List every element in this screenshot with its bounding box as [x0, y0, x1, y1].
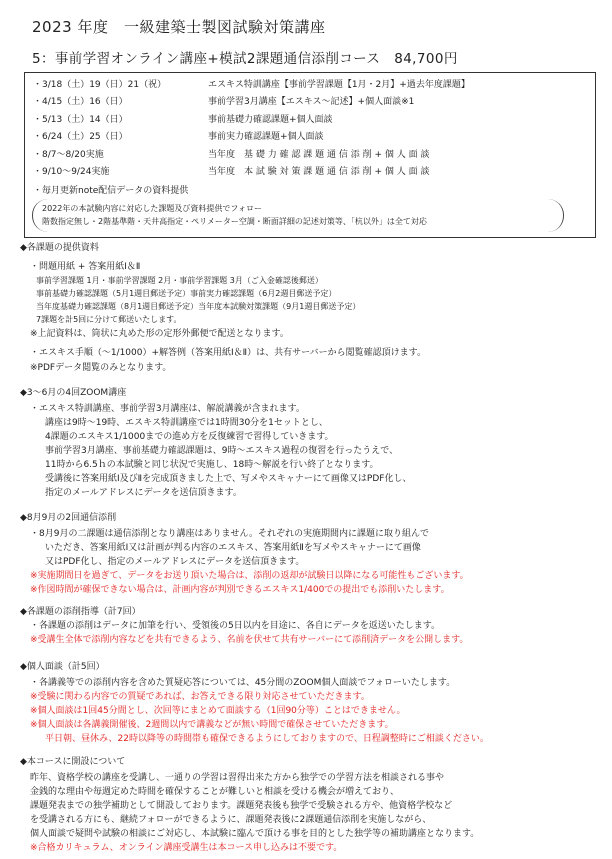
text-line: ※上記資料は、筒状に丸めた形の定形外郵便で配送となります。: [30, 329, 289, 339]
text-line: 講座は9時～19時、エスキス特訓講座では1時間30分を1セットとし、: [45, 418, 328, 428]
warning-line: ※合格カリキュラム、オンライン講座受講生は本コース申し込みは不要です。: [30, 843, 343, 853]
section-heading: ◆個人面談（計5回）: [20, 662, 105, 672]
text-line: ・問題用紙 + 答案用紙Ⅰ＆Ⅱ: [30, 262, 141, 272]
text-line: 又はPDF化し、指定のメールアドレスにデータを送信頂きます。: [45, 557, 305, 567]
text-line: 4課題のエスキス1/1000までの進め方を反復練習で習得していきます。: [45, 432, 334, 442]
section-heading: ◆各課題の添削指導（計7回）: [20, 607, 141, 617]
text-line: 事前基礎力確認課題（5月1週目郵送予定）事前実力確認課題（6月2週目郵送予定）: [36, 289, 337, 298]
section-heading: ◆3～6月の4回ZOOM講座: [20, 388, 127, 398]
note-line: 2022年の本試験内容に対応した課題及び資料提供でフォロー: [42, 204, 262, 213]
text-line: ・エスキス特訓講座、事前学習3月講座は、解説講義が含まれます。: [30, 404, 305, 414]
page-title: 2023 年度 一級建築士製図試験対策講座: [32, 18, 326, 36]
schedule-row: ・5/13（土）14（日） 事前基礎力確認課題+個人面談: [33, 115, 333, 125]
text-line: ・各講義等での添削内容を含めた質疑応答については、45分間のZOOM個人面談でフォローいたします。: [30, 678, 456, 688]
text-line: 指定のメールアドレスにデータを送信頂きます。: [45, 488, 242, 498]
schedule-row: ・6/24（土）25（日） 事前実力確認課題+個人面談: [33, 132, 324, 142]
text-line: ・8月9月の二課題は通信添削となり講座はありません。それぞれの実施期間内に課題に取り組んで: [30, 529, 429, 539]
warning-line: 平日朝、昼休み、22時以降等の時間帯も確保できるようにしておりますので、日程調整時にご相談ください。: [45, 734, 489, 744]
note-bullet: ・毎月更新note配信データの資料提供: [33, 186, 189, 196]
section-heading: ◆各課題の提供資料: [20, 243, 99, 253]
warning-line: ※個人面談は1回45分間とし、次回等にまとめて面談する（1回90分等）ことはできません。: [30, 706, 406, 716]
warning-line: ※受験に関わる内容での質疑であれば、お答えできる限り対応させていただきます。: [30, 692, 370, 702]
text-line: 事前学習3月講座、事前基礎力確認課題は、9時～エスキス過程の復習を行ったうえで、: [45, 446, 399, 456]
text-line: 11時から6.5ｈの本試験と同じ状況で実施し、18時～解説を行い終了となります。: [45, 460, 379, 470]
warning-line: ※実施期間日を過ぎて、データをお送り頂いた場合は、添削の返却が試験日以降になる可能性もございます。: [30, 571, 469, 581]
schedule-row: ・3/18（土）19（日）21（祝） エスキス特訓講座【事前学習課題【1月・2月】+過去年度課題】: [33, 80, 470, 90]
schedule-row: ・8/7～8/20実施 当年度 基 礎 力 確 認 課 題 通 信 添 削 + 個 人 面 談: [33, 150, 430, 160]
text-line: 課題発表までの独学補助として開設しております。課題発表後も独学で受験される方や、他資格学校など: [30, 801, 453, 811]
text-line: 受講後に答案用紙Ⅰ及びⅡを完成頂きました上で、写メやスキャナーにて画像又はPDF化し、: [45, 474, 412, 484]
text-line: ※PDFデータ閲覧のみとなります。: [30, 363, 172, 373]
text-line: 昨年、資格学校の講座を受講し、一通りの学習は習得出来た方から独学での学習方法を相談される事や: [30, 773, 445, 783]
text-line: 個人面談で疑問や試験の相談にご対応し、本試験に臨んで頂ける事を目的とした独学等の補助講座となります。: [30, 829, 480, 839]
text-line: 7課題を計5回に分けて郵送いたします。: [36, 315, 182, 324]
text-line: 事前学習課題 1月・事前学習課題 2月・事前学習課題 3月（ご入金確認後郵送）: [36, 276, 323, 285]
text-line: を受講される方にも、継続フォローができるように、課題発表後に2課題通信添削を実施しながら、: [30, 815, 432, 825]
warning-line: ※受講生全体で添削内容などを共有できるよう、名前を伏せて共有サーバーにて添削済データを公開します。: [30, 635, 469, 645]
course-subtitle: 5：事前学習オンライン講座+模試2課題通信添削コース 84,700円: [32, 51, 458, 67]
text-line: 当年度基礎力確認課題（8月1週目郵送予定）当年度本試験対策課題（9月1週目郵送予定）: [36, 302, 361, 311]
warning-line: ※作図時間が確保できない場合は、計画内容が判別できるエスキス1/400での提出でも添削いたします。: [30, 585, 450, 595]
text-line: 金銭的な理由や毎週定めた時間を確保することが難しいと相談を受ける機会が増えており、: [30, 787, 400, 797]
section-heading: ◆8月9月の2回通信添削: [20, 513, 117, 523]
schedule-row: ・4/15（土）16（日） 事前学習3月講座【エスキス～記述】+個人面談※1: [33, 97, 415, 107]
text-line: いただき、答案用紙Ⅰ又は計画が判る内容のエスキス、答案用紙Ⅱを写メやスキャナーにて画像: [45, 543, 421, 553]
note-line: 階数指定無し・2階基準階・天井高指定・ペリメーター空調・断面詳細の記述対策等、「杭以外」は全て対応: [42, 217, 427, 226]
warning-line: ※個人面談は各講義開催後、2週間以内で講義などが無い時間で確保させていただきます。: [30, 720, 394, 730]
schedule-row: ・9/10～9/24実施 当年度 本 試 験 対 策 課 題 通 信 添 削 + 個 人 面 談: [33, 167, 430, 177]
text-line: ・各課題の添削はデータに加筆を行い、受領後の5日以内を目途に、各自にデータを返送いたします。: [30, 621, 441, 631]
text-line: ・エスキス手順（～1/1000）+解答例（答案用紙Ⅰ＆Ⅱ）は、共有サーバーから閲覧確認頂けます。: [30, 348, 426, 358]
section-heading: ◆本コースに開設について: [20, 757, 126, 767]
